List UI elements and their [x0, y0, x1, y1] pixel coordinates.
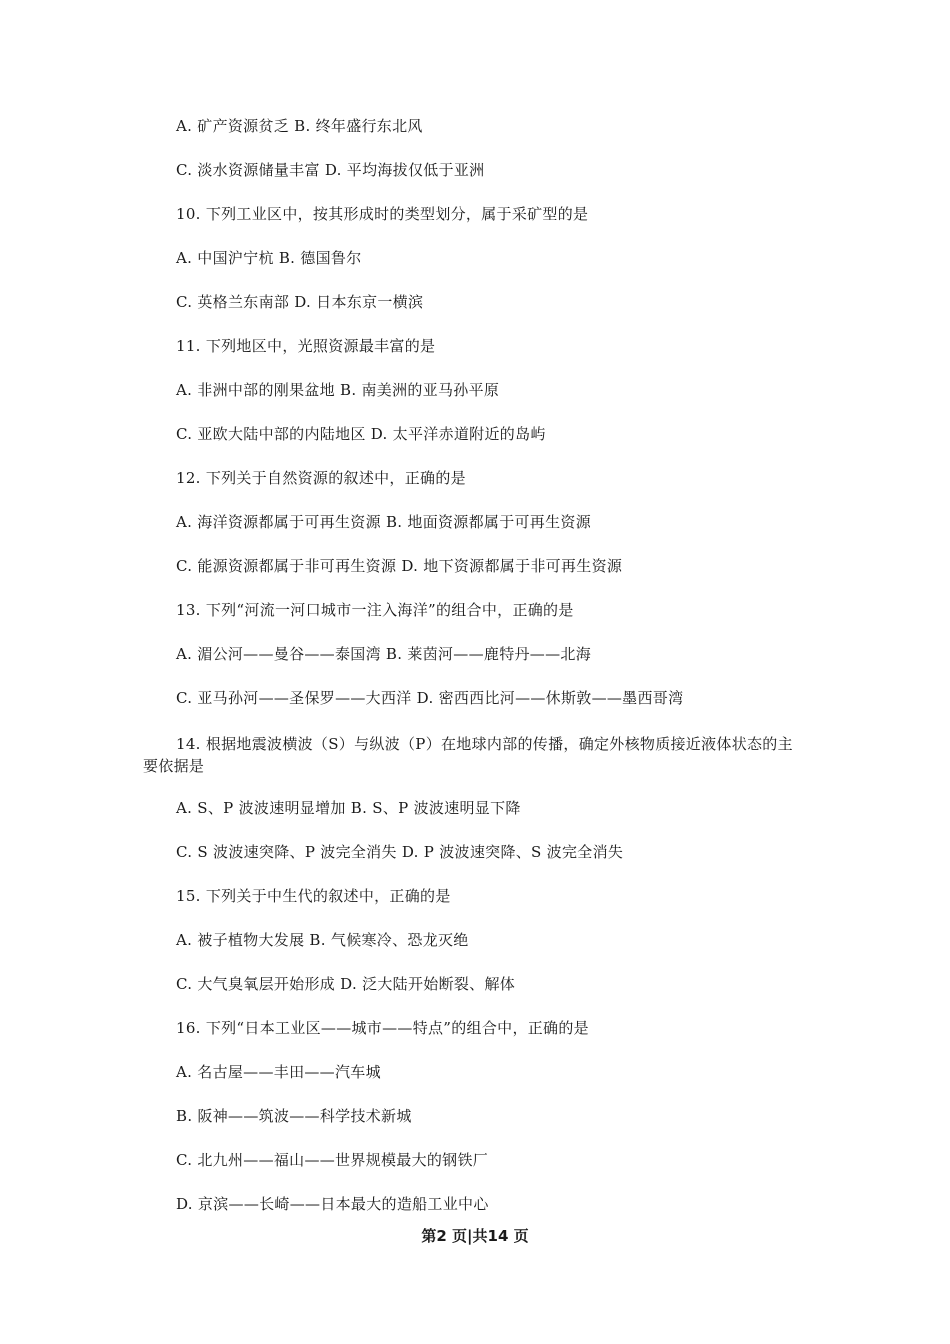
option-line: C. 英格兰东南部 D. 日本东京一横滨 — [176, 293, 424, 311]
question-13: 13. 下列“河流一河口城市一注入海洋”的组合中，正确的是 — [176, 601, 574, 619]
option-line: C. S 波波速突降、P 波完全消失 D. P 波波速突降、S 波完全消失 — [176, 843, 624, 861]
option-line: C. 大气臭氧层开始形成 D. 泛大陆开始断裂、解体 — [176, 975, 516, 993]
option-line: A. 矿产资源贫乏 B. 终年盛行东北风 — [176, 117, 423, 135]
option-line: A. 中国沪宁杭 B. 德国鲁尔 — [176, 249, 362, 267]
option-line: D. 京滨——长崎——日本最大的造船工业中心 — [176, 1195, 489, 1213]
question-16: 16. 下列“日本工业区——城市——特点”的组合中，正确的是 — [176, 1019, 589, 1037]
option-line: B. 阪神——筑波——科学技术新城 — [176, 1107, 412, 1125]
option-line: A. 被子植物大发展 B. 气候寒冷、恐龙灭绝 — [176, 931, 469, 949]
option-line: A. S、P 波波速明显增加 B. S、P 波波速明显下降 — [176, 799, 521, 817]
option-line: A. 海洋资源都属于可再生资源 B. 地面资源都属于可再生资源 — [176, 513, 591, 531]
option-line: C. 北九州——福山——世界规模最大的钢铁厂 — [176, 1151, 489, 1169]
page-number-footer: 第2 页|共14 页 — [421, 1227, 529, 1245]
option-line: A. 名古屋——丰田——汽车城 — [176, 1063, 381, 1081]
option-line: C. 能源资源都属于非可再生资源 D. 地下资源都属于非可再生资源 — [176, 557, 623, 575]
option-line: C. 亚马孙河——圣保罗——大西洋 D. 密西西比河——休斯敦——墨西哥湾 — [176, 689, 684, 707]
question-14: 14. 根据地震波横波（S）与纵波（P）在地球内部的传播，确定外核物质接近液体状态的主要依据是 — [143, 735, 793, 775]
option-line: C. 淡水资源储量丰富 D. 平均海拔仅低于亚洲 — [176, 161, 485, 179]
question-12: 12. 下列关于自然资源的叙述中，正确的是 — [176, 469, 466, 487]
option-line: C. 亚欧大陆中部的内陆地区 D. 太平洋赤道附近的岛屿 — [176, 425, 546, 443]
question-10: 10. 下列工业区中，按其形成时的类型划分，属于采矿型的是 — [176, 205, 589, 223]
question-15: 15. 下列关于中生代的叙述中，正确的是 — [176, 887, 451, 905]
question-11: 11. 下列地区中，光照资源最丰富的是 — [176, 337, 436, 355]
option-line: A. 湄公河——曼谷——泰国湾 B. 莱茵河——鹿特丹——北海 — [176, 645, 591, 663]
option-line: A. 非洲中部的刚果盆地 B. 南美洲的亚马孙平原 — [176, 381, 500, 399]
